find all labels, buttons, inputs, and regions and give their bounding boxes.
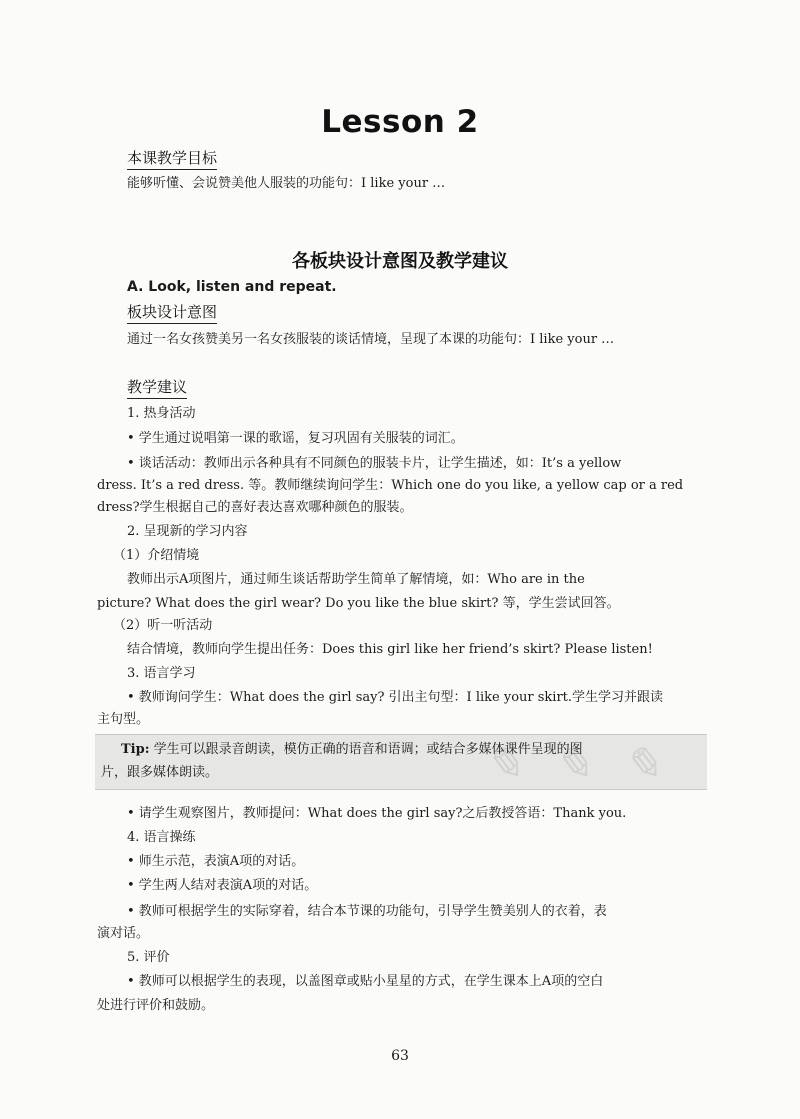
list-item: 演对话。	[97, 926, 150, 941]
list-item: （2）听一听活动	[113, 618, 213, 633]
part-a-label: A. Look, listen and repeat.	[127, 279, 337, 295]
design-heading: 板块设计意图	[127, 302, 217, 324]
list-item: 结合情境，教师向学生提出任务：Does this girl like her friend’s skirt? Please listen!	[127, 642, 653, 657]
list-item: dress?学生根据自己的喜好表达喜欢哪种颜色的服装。	[97, 500, 413, 515]
objectives-text: 能够听懂、会说赞美他人服装的功能句：I like your …	[127, 176, 446, 191]
list-item: （1）介绍情境	[113, 548, 200, 563]
page-number: 63	[391, 1048, 409, 1064]
lesson-title: Lesson 2	[321, 104, 479, 140]
tip-label: Tip:	[121, 742, 150, 757]
list-item: 3. 语言学习	[127, 666, 196, 681]
section-title: 各板块设计意图及教学建议	[292, 251, 508, 272]
tip-box	[95, 734, 707, 790]
list-item: • 教师询问学生：What does the girl say? 引出主句型：I like your skirt.学生学习并跟读	[127, 690, 664, 705]
list-item: 5. 评价	[127, 950, 170, 965]
tip-text-2: 片，跟多媒体朗读。	[101, 765, 219, 780]
list-item: • 谈话活动：教师出示各种具有不同颜色的服装卡片，让学生描述，如：It’s a yellow	[127, 456, 622, 471]
list-item: picture? What does the girl wear? Do you like the blue skirt? 等，学生尝试回答。	[97, 596, 620, 611]
objectives-heading: 本课教学目标	[127, 148, 217, 170]
list-item: 4. 语言操练	[127, 830, 196, 845]
list-item: • 请学生观察图片，教师提问：What does the girl say?之后教授答语：Thank you.	[127, 806, 627, 821]
list-item: • 师生示范，表演A项的对话。	[127, 854, 305, 869]
tip-line-1	[121, 739, 583, 761]
watermark-decoration: ✎ ✎ ✎	[484, 737, 669, 790]
list-item: • 学生两人结对表演A项的对话。	[127, 878, 318, 893]
suggestions-heading: 教学建议	[127, 377, 187, 399]
list-item: 处进行评价和鼓励。	[97, 998, 215, 1013]
list-item: 2. 呈现新的学习内容	[127, 524, 248, 539]
list-item: 主句型。	[97, 712, 150, 727]
list-item: 教师出示A项图片，通过师生谈话帮助学生简单了解情境，如：Who are in the	[127, 572, 585, 587]
list-item: • 教师可以根据学生的表现，以盖图章或贴小星星的方式，在学生课本上A项的空白	[127, 974, 604, 989]
tip-text-1: 学生可以跟录音朗读，模仿正确的语音和语调；或结合多媒体课件呈现的图	[153, 742, 583, 757]
list-item: • 学生通过说唱第一课的歌谣，复习巩固有关服装的词汇。	[127, 431, 464, 446]
list-item: dress. It’s a red dress. 等。教师继续询问学生：Which one do you like, a yellow cap or a red	[97, 478, 684, 493]
design-text: 通过一名女孩赞美另一名女孩服装的谈话情境，呈现了本课的功能句：I like your …	[127, 332, 615, 347]
list-item: 1. 热身活动	[127, 406, 196, 421]
list-item: • 教师可根据学生的实际穿着，结合本节课的功能句，引导学生赞美别人的衣着，表	[127, 904, 607, 919]
